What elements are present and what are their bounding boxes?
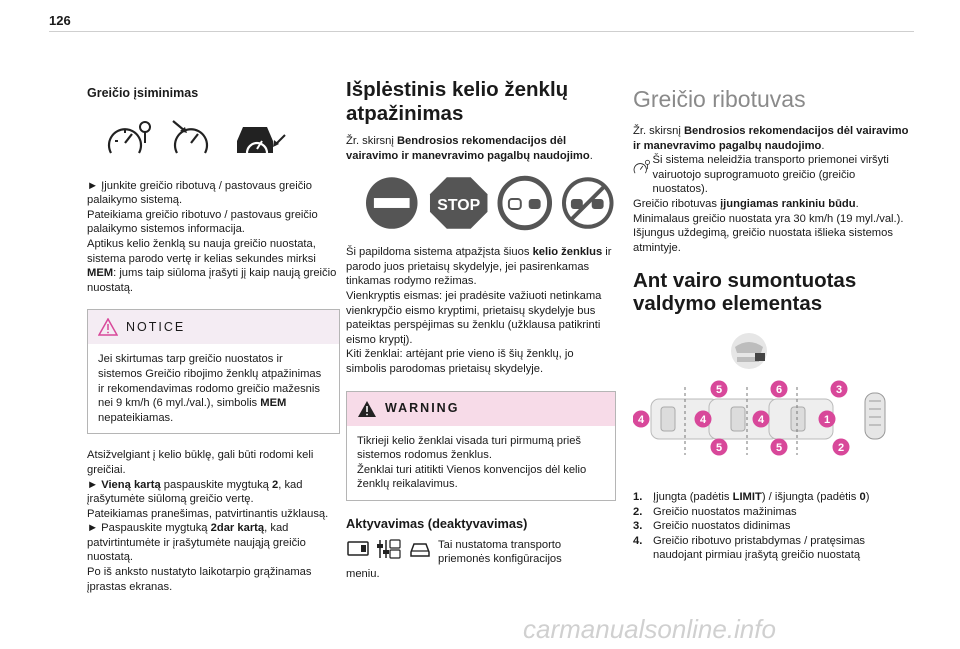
no-overtaking-sign-icon [497,175,553,231]
svg-text:4: 4 [637,414,645,427]
steering-controls-illustration [633,329,903,481]
speed-memory-icons [105,119,340,159]
menu-screen-icon [346,538,370,560]
subtitle-activation: Aktyvavimas (deaktyvavimas) [346,515,528,531]
callout-badge-4 [695,411,712,428]
warning-box [346,391,616,501]
paragraph: ► Paspauskite mygtuką 2dar kartą, kad patvirtintumėte ir įrašytumėte naująją greičio nuostatą. [87,522,306,564]
column-speed-memory [87,78,340,594]
paragraph: Aptikus kelio ženklą su nauja greičio nuostata, sistema parodo vertę ir kelias sekundes mirksi MEM: jums taip siūloma įrašyti jį kaip naują greičio nuostatą. [87,237,337,294]
paragraph: ► Vieną kartą paspauskite mygtuką 2, kad įrašytumėte siūlomą greičio vertę. [87,478,303,506]
activation-text: Tai nustatoma transporto priemonės konfigūracijos [438,538,562,566]
warning-triangle-icon [98,318,118,336]
svg-text:5: 5 [715,442,723,455]
svg-text:STOP: STOP [436,197,480,215]
column-road-signs [346,78,616,581]
svg-text:5: 5 [715,384,723,397]
no-entry-sign-icon [364,175,420,231]
svg-text:4: 4 [757,414,765,427]
paragraph: Greičio ribotuvas įjungiamas rankiniu būdu. [633,197,859,210]
svg-text:5: 5 [775,442,783,455]
svg-text:2: 2 [837,442,845,455]
watermark: carmanualsonline.info [523,614,776,644]
speedometer-memory-icon [105,119,153,159]
paragraph: Pateikiama greičio ribotuvo / pastovaus greičio palaikymo sistemos informacija. [87,208,318,236]
paragraph: meniu. [346,567,380,580]
paragraph: Ši sistema neleidžia transporto priemonei viršyti vairuotojo suprogramuoto greičio (greičio nuostatos). [652,154,889,196]
list-item: 2. Greičio nuostatos mažinimas [633,505,797,518]
notice-body: Jei skirtumas tarp greičio nuostatos ir sistemos Greičio ribojimo ženklų atpažinimas ir rekomendavimas rodomo greičio mažesnis nei 9 km/h (6 myl./val.), simbolis MEM nepateikiamas. [98,353,322,424]
warning-text: Tikrieji kelio ženklai visada turi pirmumą prieš sistemos rodomus ženklus. [357,434,582,462]
svg-text:6: 6 [775,384,783,397]
paragraph: Minimalaus greičio nuostata yra 30 km/h (19 myl./val.). [633,212,904,225]
speedometer-arrow-icon [171,119,215,159]
car-speedometer-icon [233,119,287,159]
end-no-overtaking-sign-icon [560,175,616,231]
reference-paragraph: Žr. skirsnį Bendrosios rekomendacijos dėl vairavimo ir manevravimo pagalbų naudojimo. [633,125,909,152]
page-number: 126 [49,13,71,28]
paragraph: Po iš anksto nustatyto laikotarpio grąžinamas įprastas ekranas. [87,566,312,593]
limiter-intro [633,153,911,197]
list-item: 3. Greičio nuostatos didinimas [633,520,791,533]
svg-text:3: 3 [835,384,843,397]
activation-row [346,538,616,567]
controls-list [633,490,911,563]
list-item: 4. Greičio ribotuvo pristabdymas / pratęsimas naudojant pirmiau įrašytą greičio nuostatą [633,534,866,562]
paragraph: Vienkryptis eismas: jei pradėsite važiuoti netinkama vienkrypčio eismo kryptimi, prietaisų skydelyje bus pateiktas perspėjimas su ženklu (užklausa patikrinti eismo kryptį). [346,289,602,346]
callout-badge-1 [819,411,836,428]
road-sign-icons [364,175,616,231]
callout-badge-4 [753,411,770,428]
car-icon [408,538,432,560]
paragraph: Atsižvelgiant į kelio būklę, gali būti rodomi keli greičiai. [87,449,314,476]
warning-triangle-icon [357,400,377,418]
svg-text:4: 4 [699,414,707,427]
section-title-speed-limiter: Greičio ribotuvas [633,86,806,112]
section-title-steering-control: Ant vairo sumontuotas valdymo elementas [633,269,857,316]
steering-wheel-icon [731,333,767,369]
callout-badge-5 [771,439,788,456]
section-title-speed-memory: Greičio įsiminimas [87,86,199,100]
paragraph: Ši papildoma sistema atpažįsta šiuos kelio ženklus ir parodo juos prietaisų skydelyje, jei pasirenkamas tinkamas rodymo režimas. [346,246,612,288]
notice-box [87,309,340,434]
warning-text: Ženklai turi atitikti Vienos konvencijos dėl kelio ženklų reikalavimus. [357,463,587,491]
callout-badge-5 [711,381,728,398]
speed-limiter-icon [633,153,651,181]
callout-badge-2 [833,439,850,456]
callout-badge-6 [771,381,788,398]
header-rule [49,31,914,32]
paragraph: Išjungus uždegimą, greičio nuostata išlieka sistemos atmintyje. [633,227,893,254]
settings-sliders-icon [376,538,402,560]
notice-title: NOTICE [126,320,186,335]
callout-badge-3 [831,381,848,398]
callout-badge-4 [633,411,650,428]
paragraph: Kiti ženklai: artėjant prie vieno iš šių ženklų, jo simbolis parodomas prietaisų skydelyje. [346,348,574,375]
reference-paragraph: Žr. skirsnį Bendrosios rekomendacijos dėl vairavimo ir manevravimo pagalbų naudojimo. [346,135,593,162]
section-title-road-signs: Išplėstinis kelio ženklų atpažinimas [346,78,569,125]
paragraph: ► Įjunkite greičio ribotuvą / pastovaus greičio palaikymo sistemą. [87,179,312,207]
list-item: 1. Įjungta (padėtis LIMIT) / išjungta (padėtis 0) [633,490,870,503]
callout-badge-5 [711,439,728,456]
warning-title: WARNING [385,401,460,416]
column-speed-limiter [633,78,911,563]
svg-text:1: 1 [823,414,831,427]
paragraph: Pateikiamas pranešimas, patvirtinantis užklausą. [87,507,329,520]
stop-sign-icon [428,175,489,231]
